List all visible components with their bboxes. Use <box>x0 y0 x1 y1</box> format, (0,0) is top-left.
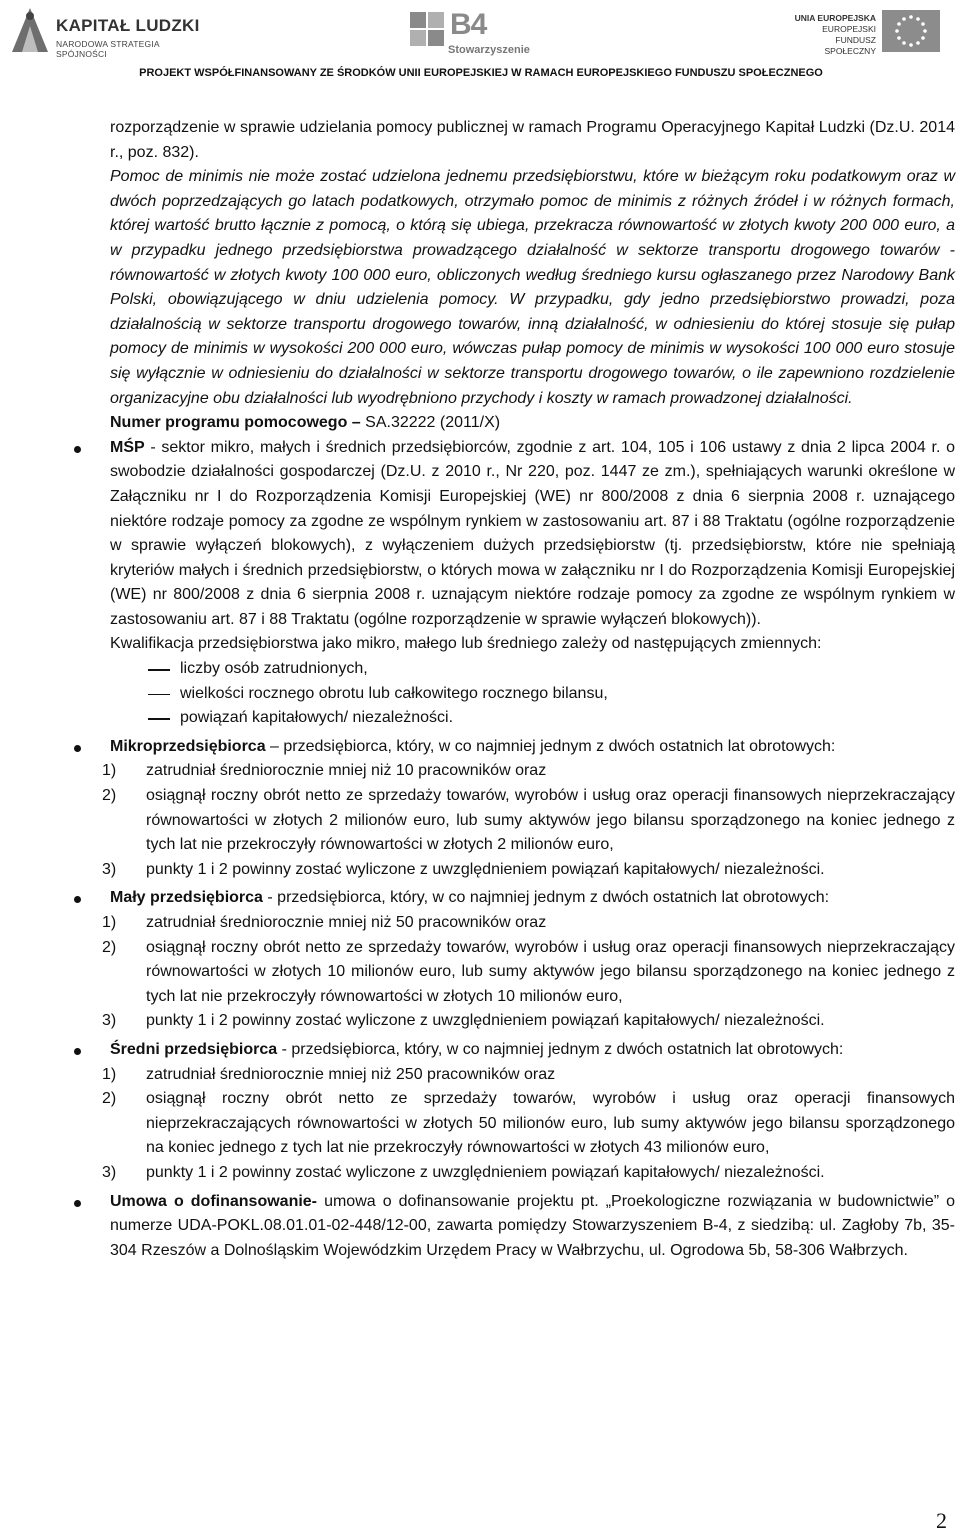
eu-line1: UNIA EUROPEJSKA <box>794 13 876 23</box>
list-item <box>102 911 955 936</box>
b4-logo <box>410 8 550 58</box>
bullet-umowa <box>110 1190 955 1264</box>
bullet-dot <box>74 896 81 903</box>
mikro-text: – przedsiębiorca, który, w co najmniej jednym z dwóch ostatnich lat obrotowych: <box>265 737 836 755</box>
bullet-dot <box>74 745 81 752</box>
bullet-sredni <box>110 1038 955 1063</box>
dash-item-text: liczby osób zatrudnionych, <box>180 660 368 678</box>
list-text: punkty 1 i 2 powinny zostać wyliczone z uwzględnieniem powiązań kapitałowych/ niezależności. <box>146 1163 825 1181</box>
bullet-dot <box>74 1048 81 1055</box>
eu-flag-icon <box>882 10 940 52</box>
eu-logo <box>790 10 950 60</box>
sredni-term: Średni przedsiębiorca <box>110 1040 278 1058</box>
mikro-term: Mikroprzedsiębiorca <box>110 737 266 755</box>
umowa-term: Umowa o dofinansowanie- <box>110 1192 318 1210</box>
list-text: zatrudniał średniorocznie mniej niż 10 pracowników oraz <box>146 762 547 780</box>
numer-label: Numer programu pomocowego <box>110 414 348 432</box>
list-number: 2) <box>102 1090 117 1108</box>
sredni-text: - przedsiębiorca, który, w co najmniej jednym z dwóch ostatnich lat obrotowych: <box>277 1040 844 1058</box>
page-header <box>0 0 960 92</box>
list-number: 3) <box>102 1163 117 1181</box>
b4-subtitle: Stowarzyszenie <box>448 44 530 56</box>
kl-title: KAPITAŁ LUDZKI <box>56 16 200 35</box>
page-number: 2 <box>936 1508 947 1533</box>
list-item <box>102 1063 955 1088</box>
list-item <box>102 1009 955 1034</box>
dash-marker <box>148 694 170 696</box>
eu-line2: EUROPEJSKI <box>822 24 876 34</box>
list-number: 1) <box>102 1065 117 1083</box>
list-item <box>102 936 955 1010</box>
list-text: zatrudniał średniorocznie mniej niż 50 pracowników oraz <box>146 914 547 931</box>
dash-marker <box>148 718 170 720</box>
eu-line3: FUNDUSZ SPOŁECZNY <box>824 35 876 56</box>
list-item <box>102 759 955 784</box>
list-number: 3) <box>102 860 117 878</box>
project-cofinancing-line: PROJEKT WSPÓŁFINANSOWANY ZE ŚRODKÓW UNII EUROPEJSKIEJ W RAMACH EUROPEJSKIEGO FUNDUSZU SPOŁECZNEGO <box>139 67 823 79</box>
list-text: osiągnął roczny obrót netto ze sprzedaży towarów, wyrobów i usług oraz operacji finansowych nieprzekraczających równowartości w złotych 50 milionów euro, lub sumy aktywów jego bilansu sporządzonego na koniec jednego z tych lat nie przekroczyły równowartości w złotych 43 milionów euro, <box>146 1090 955 1157</box>
list-number: 2) <box>102 938 117 956</box>
dash-item-text: wielkości rocznego obrotu lub całkowitego rocznego bilansu, <box>180 684 608 702</box>
dash-marker <box>148 669 170 671</box>
list-item <box>102 1087 955 1161</box>
bullet-dot <box>74 1200 81 1207</box>
paragraph-de-minimis: Pomoc de minimis nie może zostać udzielona jednemu przedsiębiorstwu, które w bieżącym roku podatkowym oraz w dwóch poprzedzających go latach podatkowych, otrzymało pomoc de minimis z różnych źródeł i w różnych formach, której wartość brutto łącznie z pomocą, o którą się ubiega, przekracza równowartość w złotych kwoty 200 000 euro, a w przypadku jednego przedsiębiorstwa prowadzącego działalność w sektorze transportu drogowego towarów - równowartość w złotych kwoty 100 000 euro, obliczonych według średniego kursu ogłaszanego przez Narodowy Bank Polski, obowiązującego w dniu udzielenia pomocy. W przypadku, gdy jedno przedsiębiorstwo prowadzi, poza działalnością w sektorze transportu drogowego towarów, inną działalność, w odniesieniu do której stosuje się pułap pomocy de minimis w wysokości 200 000 euro, wówczas pułap pomocy de minimis w wysokości 100 000 euro stosuje się wyłącznie w odniesieniu do działalności w sektorze transportu drogowego towarów, o ile zapewniono rozdzielenie organizacyjne obu działalności lub wyodrębniono przychody i koszty w ramach prowadzonej działalności. <box>110 168 955 407</box>
numer-value: SA.32222 (2011/X) <box>365 414 501 432</box>
numer-dash: – <box>347 414 366 432</box>
dash-item-text: powiązań kapitałowych/ niezależności. <box>180 709 454 727</box>
msp-term: MŚP <box>110 438 145 456</box>
kapital-ludzki-emblem-icon <box>8 6 52 54</box>
bullet-mikro <box>110 735 955 760</box>
dash-item <box>110 706 955 731</box>
dash-item <box>110 682 955 707</box>
kapital-ludzki-logo <box>4 6 204 59</box>
list-item <box>102 1161 955 1186</box>
bullet-dot <box>74 446 81 453</box>
list-number: 3) <box>102 1012 117 1030</box>
b4-title: B4 <box>450 8 487 41</box>
kwalifikacja-text: Kwalifikacja przedsiębiorstwa jako mikro, małego lub średniego zależy od następujących zmiennych: <box>110 635 822 653</box>
numer-programu <box>110 411 955 436</box>
list-text: punkty 1 i 2 powinny zostać wyliczone z uwzględnieniem powiązań kapitałowych/ niezależności. <box>146 1012 825 1030</box>
maly-term: Mały przedsiębiorca <box>110 889 263 907</box>
b4-emblem-icon <box>410 12 446 48</box>
document-body <box>102 116 955 1263</box>
bullet-msp <box>110 436 955 633</box>
list-number: 1) <box>102 914 117 931</box>
list-text: osiągnął roczny obrót netto ze sprzedaży towarów, wyrobów i usług oraz operacji finansowych nieprzekraczający równowartości w złotych 2 milionów euro, lub sumy aktywów jego bilansu sporządzonego na koniec jednego z tych lat nie przekroczyły równowartości w złotych 2 milionów euro, <box>146 787 955 854</box>
kl-subtitle: NARODOWA STRATEGIA SPÓJNOŚCI <box>56 39 160 59</box>
eu-text <box>790 13 876 57</box>
list-item <box>102 784 955 858</box>
list-text: osiągnął roczny obrót netto ze sprzedaży towarów, wyrobów i usług oraz operacji finansowych nieprzekraczający równowartości w złotych 10 milionów euro, lub sumy aktywów jego bilansu sporządzonego na koniec jednego z tych lat nie przekroczyły równowartości w złotych 10 milionów euro, <box>146 938 955 1005</box>
maly-text: - przedsiębiorca, który, w co najmniej jednym z dwóch ostatnich lat obrotowych: <box>262 889 830 907</box>
list-text: zatrudniał średniorocznie mniej niż 250 pracowników oraz <box>146 1065 556 1083</box>
list-text: punkty 1 i 2 powinny zostać wyliczone z uwzględnieniem powiązań kapitałowych/ niezależności. <box>146 860 825 878</box>
paragraph-rozporzadzenie: rozporządzenie w sprawie udzielania pomocy publicznej w ramach Programu Operacyjnego Kapitał Ludzki (Dz.U. 2014 r., poz. 832). <box>110 119 955 161</box>
msp-text: - sektor mikro, małych i średnich przedsiębiorców, zgodnie z art. 104, 105 i 106 ustawy z dnia 2 lipca 2004 r. o swobodzie działalności gospodarczej (Dz.U. z 2010 r., Nr 220, poz. 1447 ze zm.), spełniających warunki określone w Załączniku nr I do Rozporządzenia Komisji Europejskiej (WE) nr 800/2008 z dnia 6 sierpnia 2008 r. uznającego niektóre rodzaje pomocy za zgodne ze wspólnym rynkiem w zastosowaniu art. 87 i 88 Traktatu (ogólne rozporządzenie w sprawie wyłączeń blokowych), z wyłączeniem dużych przedsiębiorstw (tj. przedsiębiorstw, które nie spełniają kryteriów małych i średnich przedsiębiorstw, o których mowa w załączniku nr I do Rozporządzenia Komisji Europejskiej (WE) nr 800/2008 z dnia 6 sierpnia 2008 r. uznającym niektóre rodzaje pomocy za zgodne ze wspólnym rynkiem w zastosowaniu art. 87 i 88 Traktatu (ogólne rozporządzenie w sprawie wyłączeń blokowych)). <box>110 438 955 628</box>
dash-item <box>110 657 955 682</box>
bullet-maly <box>110 886 955 911</box>
list-number: 1) <box>102 762 117 780</box>
list-item <box>102 858 955 883</box>
list-number: 2) <box>102 787 117 805</box>
umowa-text: umowa o dofinansowanie projektu pt. „Proekologiczne rozwiązania w budownictwie” o numerze UDA-POKL.08.01.01-02-448/12-00, zawarta pomiędzy Stowarzyszeniem B-4, z siedzibą: ul. Zagłoby 7b, 35-304 Rzeszów a Dolnośląskim Wojewódzkim Urzędem Pracy w Wałbrzychu, ul. Ogrodowa 5b, 58-306 Wałbrzych. <box>110 1192 955 1259</box>
